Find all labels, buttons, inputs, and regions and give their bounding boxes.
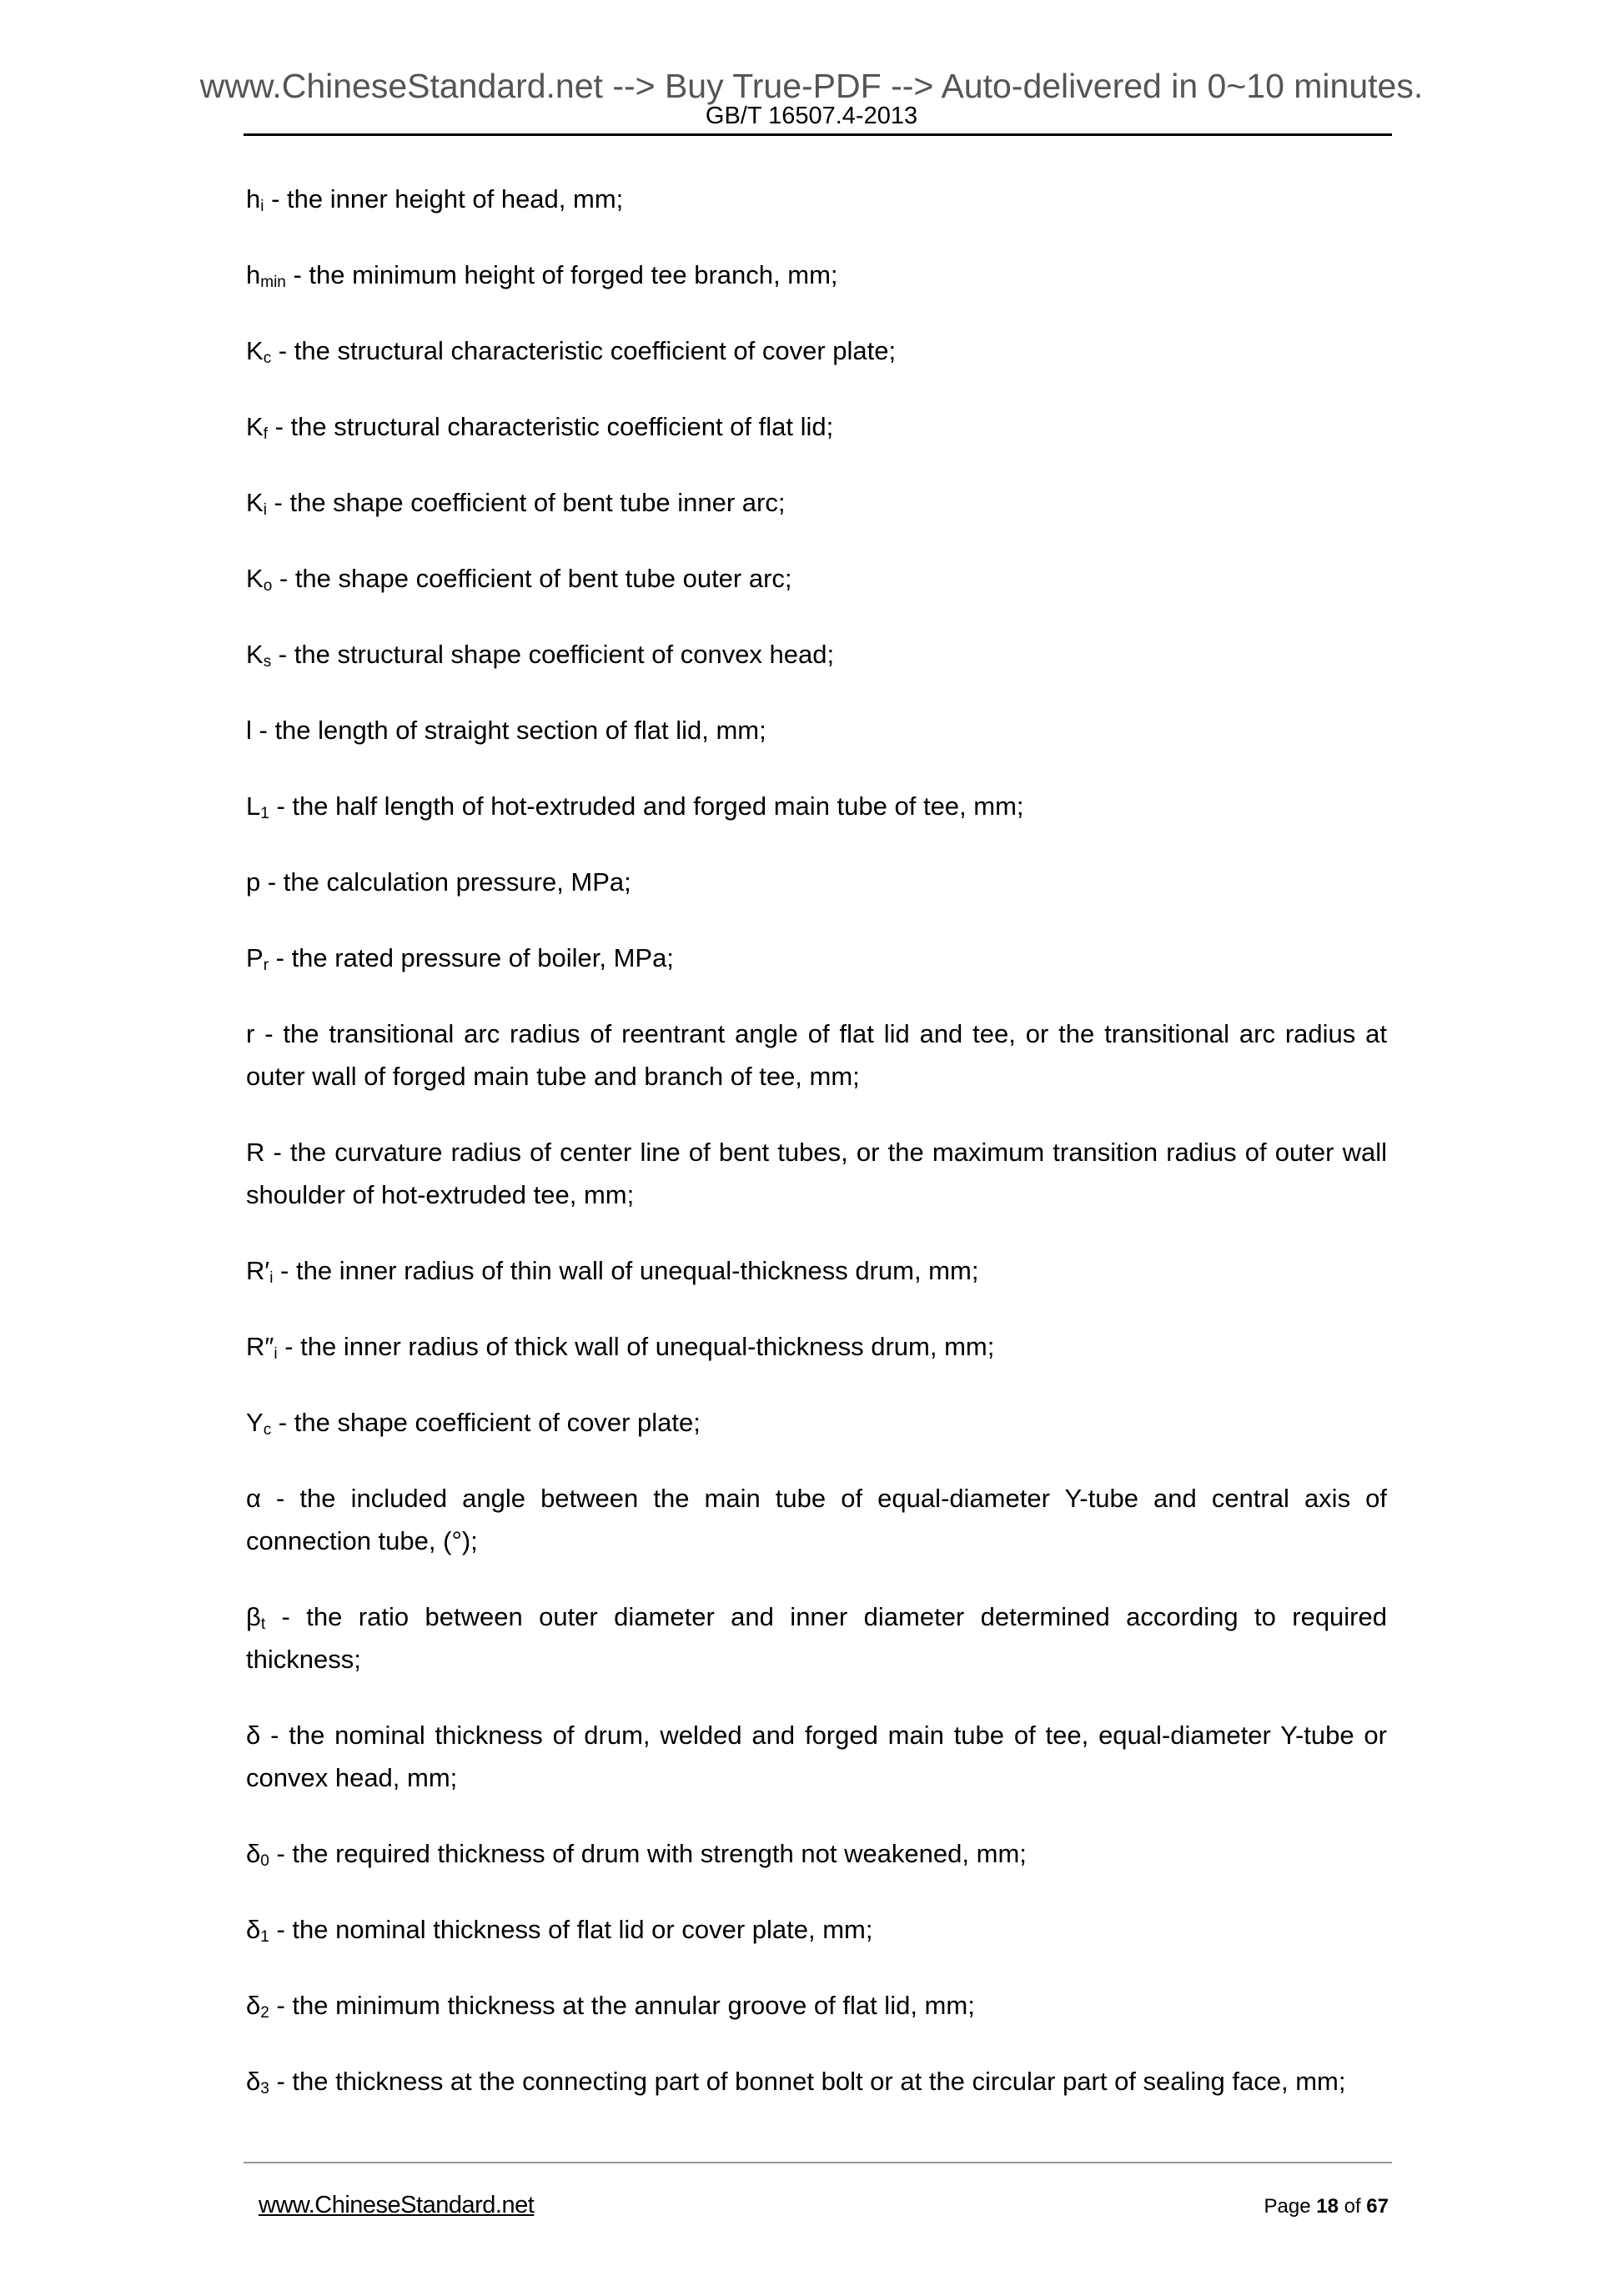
definition-text: - the required thickness of drum with strength not weakened, mm; — [269, 1839, 1027, 1868]
symbol: h — [246, 184, 261, 214]
definition-item — [246, 937, 1387, 979]
document-id: GB/T 16507.4-2013 — [705, 103, 918, 129]
definition-item — [246, 1984, 1387, 2027]
symbol-subscript: r — [263, 957, 269, 974]
symbol: Y — [246, 1408, 264, 1437]
symbol: P — [246, 943, 264, 972]
definition-item — [246, 254, 1387, 296]
definition-text: - the half length of hot-extruded and forged main tube of tee, mm; — [269, 791, 1024, 821]
definition-text: - the inner radius of thick wall of unequal-thickness drum, mm; — [277, 1332, 995, 1361]
symbol-subscript: c — [263, 1421, 272, 1439]
definition-item — [246, 1325, 1387, 1368]
definition-text: - the calculation pressure, MPa; — [260, 867, 631, 897]
definition-text: - the rated pressure of boiler, MPa; — [269, 943, 674, 972]
definition-text: - the structural characteristic coefficient of flat lid; — [267, 412, 834, 441]
symbol: β — [246, 1602, 261, 1631]
definition-item — [246, 785, 1387, 827]
definition-item — [246, 1249, 1387, 1292]
symbol-subscript: o — [263, 577, 273, 595]
symbol: δ — [246, 1721, 261, 1750]
definition-item — [246, 178, 1387, 220]
symbol-subscript: 2 — [260, 2004, 269, 2022]
symbol: K — [246, 336, 264, 365]
symbol-subscript: i — [260, 198, 264, 215]
page-current: 18 — [1316, 2195, 1339, 2218]
definition-text: - the shape coefficient of bent tube inner arc; — [266, 488, 786, 517]
definition-text: - the nominal thickness of drum, welded and forged main tube of tee, equal-diameter Y-tube or convex head, mm; — [246, 1721, 1387, 1792]
definition-item — [246, 709, 1387, 751]
symbol: K — [246, 488, 264, 517]
symbol-subscript: t — [260, 1615, 266, 1633]
definition-item — [246, 861, 1387, 903]
footer-website-link[interactable]: www.ChineseStandard.net — [259, 2192, 535, 2218]
definition-item — [246, 1131, 1387, 1216]
symbol: K — [246, 412, 264, 441]
footer-divider — [244, 2162, 1392, 2163]
definition-text: - the shape coefficient of cover plate; — [271, 1408, 701, 1437]
page-of: of — [1338, 2195, 1367, 2218]
symbol-subscript: min — [260, 274, 286, 291]
symbol: L — [246, 791, 261, 821]
definition-item — [246, 1832, 1387, 1875]
definition-text: - the curvature radius of center line of bent tubes, or the maximum transition radius of outer wall shoulder of hot-extruded tee, mm; — [246, 1138, 1387, 1209]
definition-text: - the included angle between the main tube of equal-diameter Y-tube and central axis of connection tube, (°); — [246, 1484, 1387, 1555]
definition-item — [246, 2060, 1387, 2103]
definition-text: - the inner height of head, mm; — [264, 184, 624, 214]
definition-text: - the shape coefficient of bent tube outer arc; — [272, 564, 792, 593]
definition-text: - the thickness at the connecting part of bonnet bolt or at the circular part of sealing face, mm; — [269, 2067, 1346, 2096]
definition-text: - the structural characteristic coefficient of cover plate; — [271, 336, 897, 365]
definition-item — [246, 557, 1387, 600]
definition-text: - the length of straight section of flat lid, mm; — [251, 716, 766, 745]
symbol-subscript: c — [263, 349, 272, 367]
page-prefix: Page — [1264, 2195, 1317, 2218]
symbol: R′ — [246, 1256, 270, 1285]
symbol: K — [246, 640, 264, 669]
definition-text: - the transitional arc radius of reentrant angle of flat lid and tee, or the transitional arc radius at outer wall of forged main tube and branch of tee, mm; — [246, 1019, 1387, 1091]
symbol: α — [246, 1484, 261, 1513]
symbol: δ — [246, 2067, 261, 2096]
definition-item — [246, 1908, 1387, 1951]
symbol: l — [246, 716, 252, 745]
header-divider — [244, 133, 1392, 136]
symbol: δ — [246, 1991, 261, 2020]
symbol-subscript: s — [263, 653, 272, 671]
definition-item — [246, 633, 1387, 676]
symbol-subscript: 3 — [260, 2080, 269, 2098]
definition-item — [246, 329, 1387, 372]
symbol-subscript: 0 — [260, 1852, 269, 1870]
definition-text: - the structural shape coefficient of convex head; — [271, 640, 835, 669]
definition-text: - the ratio between outer diameter and inner diameter determined according to required thickness; — [246, 1602, 1387, 1674]
symbol: δ — [246, 1839, 261, 1868]
definition-text: - the minimum height of forged tee branch, mm; — [285, 260, 838, 289]
symbol-subscript: i — [269, 1269, 274, 1287]
definition-text: - the minimum thickness at the annular groove of flat lid, mm; — [269, 1991, 975, 2020]
definition-item — [246, 1595, 1387, 1681]
definition-item — [246, 405, 1387, 448]
page-number — [1264, 2195, 1389, 2218]
symbol: K — [246, 564, 264, 593]
symbol: p — [246, 867, 261, 897]
definition-text: - the nominal thickness of flat lid or cover plate, mm; — [269, 1915, 873, 1944]
promo-banner: www.ChineseStandard.net --> Buy True-PDF --> Auto-delivered in 0~10 minutes. — [199, 67, 1424, 105]
definition-item — [246, 1714, 1387, 1799]
symbol-subscript: i — [274, 1345, 278, 1363]
definition-item — [246, 1012, 1387, 1098]
symbol-subscript: 1 — [260, 1928, 269, 1946]
symbol: δ — [246, 1915, 261, 1944]
symbol: R — [246, 1138, 265, 1167]
definition-item — [246, 481, 1387, 524]
symbol-subscript: f — [263, 425, 268, 443]
symbol: R″ — [246, 1332, 274, 1361]
symbol: r — [246, 1019, 255, 1048]
definitions-list — [246, 178, 1387, 2136]
page-total: 67 — [1366, 2195, 1389, 2218]
symbol-subscript: 1 — [260, 805, 269, 822]
definition-item — [246, 1477, 1387, 1562]
symbol: h — [246, 260, 261, 289]
definition-text: - the inner radius of thin wall of unequal-thickness drum, mm; — [273, 1256, 979, 1285]
definition-item — [246, 1401, 1387, 1444]
symbol-subscript: i — [263, 501, 267, 519]
